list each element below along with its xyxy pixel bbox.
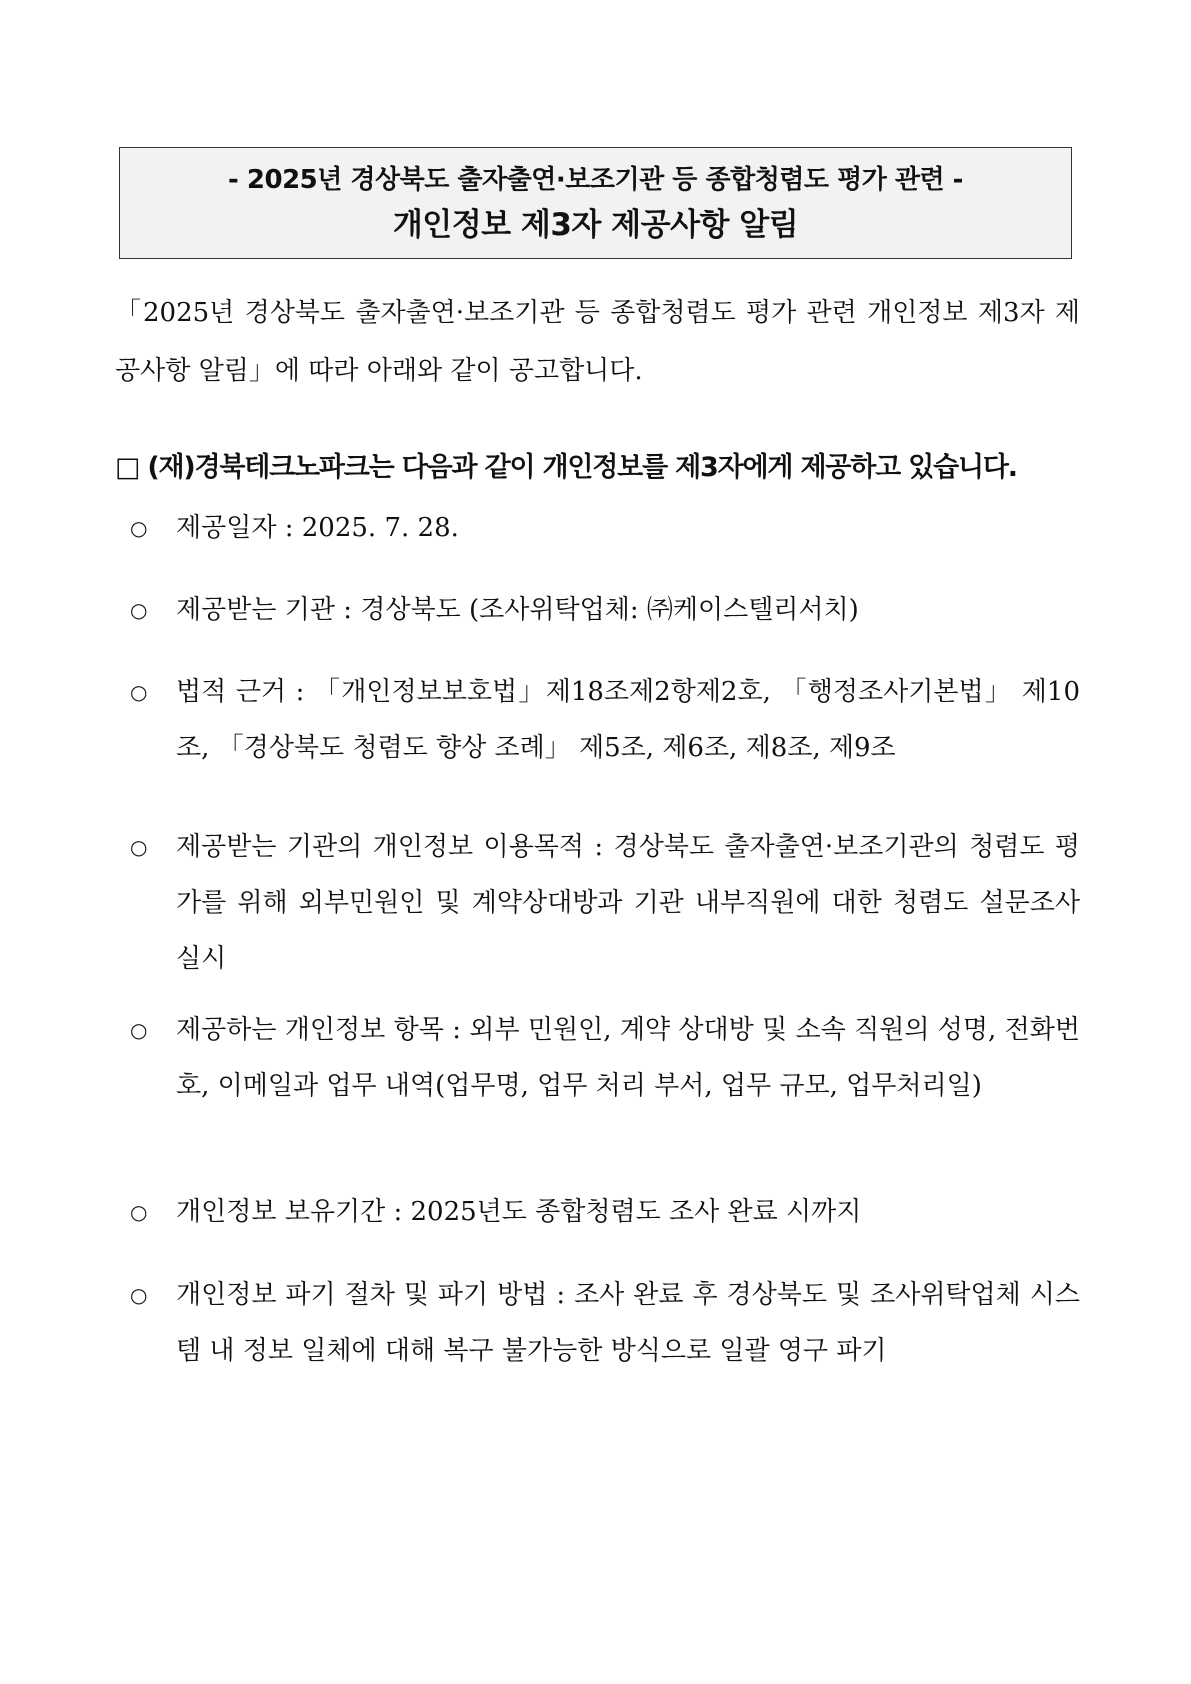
circle-bullet-icon: ○ <box>130 1283 148 1307</box>
list-item-destruction <box>130 1267 1080 1379</box>
list-item-text: 법적 근거 : 「개인정보보호법」제18조제2항제2호, 「행정조사기본법」 제10조, 「경상북도 청렴도 향상 조례」 제5조, 제6조, 제8조, 제9조 <box>176 677 1080 763</box>
circle-bullet-icon: ○ <box>130 680 148 704</box>
circle-bullet-icon: ○ <box>130 1018 148 1042</box>
list-item-legal-basis <box>130 664 1080 776</box>
list-item-text: 제공하는 개인정보 항목 : 외부 민원인, 계약 상대방 및 소속 직원의 성명, 전화번호, 이메일과 업무 내역(업무명, 업무 처리 부서, 업무 규모, 업무처리일) <box>176 1015 1080 1101</box>
list-item-text: 개인정보 보유기간 : 2025년도 종합청렴도 조사 완료 시까지 <box>176 1197 862 1227</box>
circle-bullet-icon: ○ <box>130 835 148 859</box>
list-item-text: 개인정보 파기 절차 및 파기 방법 : 조사 완료 후 경상북도 및 조사위탁업체 시스템 내 정보 일체에 대해 복구 불가능한 방식으로 일괄 영구 파기 <box>176 1280 1080 1366</box>
title-box <box>119 147 1072 259</box>
list-item-date <box>130 500 1080 556</box>
checkbox-square-icon: □ <box>115 452 140 483</box>
notice-subtitle: - 2025년 경상북도 출자출연·보조기관 등 종합청렴도 평가 관련 - <box>228 165 963 195</box>
circle-bullet-icon: ○ <box>130 598 148 622</box>
section-heading <box>115 448 1080 488</box>
intro-paragraph: 「2025년 경상북도 출자출연·보조기관 등 종합청렴도 평가 관련 개인정보 제3자 제공사항 알림」에 따라 아래와 같이 공고합니다. <box>115 298 1080 386</box>
section-heading-text: (재)경북테크노파크는 다음과 같이 개인정보를 제3자에게 제공하고 있습니다. <box>147 452 1017 483</box>
circle-bullet-icon: ○ <box>130 1200 148 1224</box>
list-item-text: 제공받는 기관의 개인정보 이용목적 : 경상북도 출자출연·보조기관의 청렴도 평가를 위해 외부민원인 및 계약상대방과 기관 내부직원에 대한 청렴도 설문조사 실시 <box>176 832 1080 974</box>
list-item-data-fields <box>130 1002 1080 1114</box>
list-item-purpose <box>130 819 1080 987</box>
list-item-text: 제공받는 기관 : 경상북도 (조사위탁업체: ㈜케이스텔리서치) <box>176 595 859 625</box>
notice-title: 개인정보 제3자 제공사항 알림 <box>392 207 799 243</box>
list-item-text: 제공일자 : 2025. 7. 28. <box>176 513 459 543</box>
list-item-recipient <box>130 582 1080 638</box>
circle-bullet-icon: ○ <box>130 516 148 540</box>
list-item-retention <box>130 1184 1080 1240</box>
